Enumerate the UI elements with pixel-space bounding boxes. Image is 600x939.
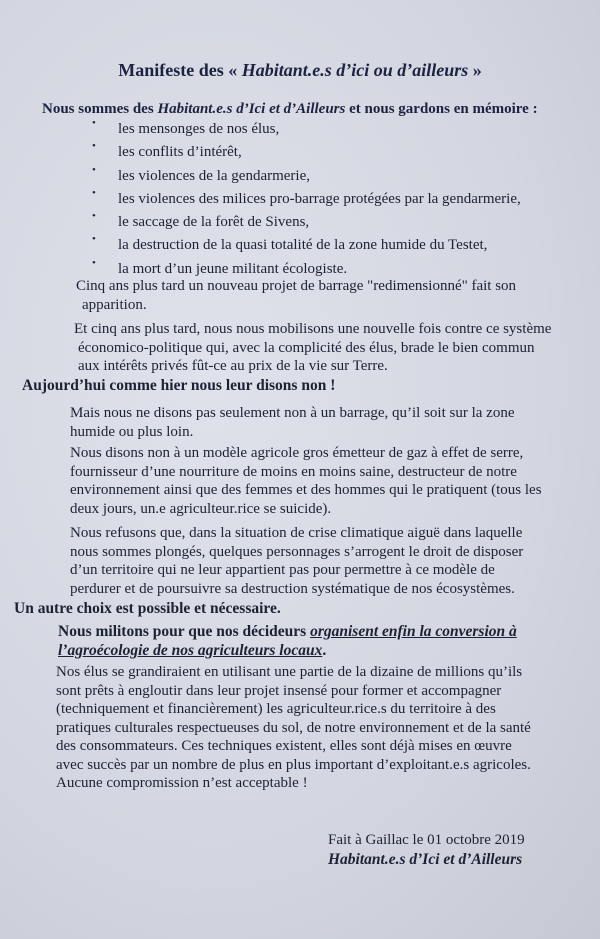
bullet-icon: • xyxy=(92,210,96,223)
bullet-icon: • xyxy=(92,233,96,246)
paragraph-cinq-ans: Cinq ans plus tard un nouveau projet de barrage "redimensionné" fait son apparition. xyxy=(76,278,517,313)
paragraph-agroecologie: Nos élus se grandiraient en utilisant une partie de la dizaine de millions qu’ils sont prêts à engloutir dans leur projet insensé pour former et accompagner (techniquement et financièrement) les agriculteur.rice.s du territoire à des pratiques culturales respectueuses du sol, de notre environnement et de la santé des consommateurs. Ces techniques existent, elles sont déjà mises en œuvre avec succès par un nombre de plus en plus important d’exploitant.e.s agricoles. Aucune compromission n’est acceptable ! xyxy=(56,664,531,791)
heading-autre-choix: Un autre choix est possible et nécessaire. xyxy=(14,600,281,617)
bullet-icon: • xyxy=(92,140,96,153)
signature-place-date: Fait à Gaillac le 01 octobre 2019 xyxy=(328,832,525,848)
paragraph-crise-climatique: Nous refusons que, dans la situation de crise climatique aiguë dans laquelle nous sommes plongés, quelques personnages s’arrogent le droit de disposer d’un territoire qui ne leur appartient pas pour permettre à ce modèle de perdurer et de poursuivre sa destruction systématique de nos écosystèmes. xyxy=(70,525,524,597)
document-title: Manifeste des « Habitant.e.s d’ici ou d’ailleurs » xyxy=(118,60,482,80)
intro-line: Nous sommes des Habitant.e.s d’Ici et d’Ailleurs et nous gardons en mémoire : xyxy=(42,101,538,117)
highlight-demand: Nous militons pour que nos décideurs organisent enfin la conversion à l’agroécologie de nos agriculteurs locaux. xyxy=(58,623,517,659)
paragraph-mobilisation: Et cinq ans plus tard, nous nous mobilisons une nouvelle fois contre ce système économico-politique qui, avec la complicité des élus, brade le bien commun aux intérêts privés fût-ce au prix de la vie sur Terre. xyxy=(74,321,552,374)
paragraph-barrage: Mais nous ne disons pas seulement non à un barrage, qu’il soit sur la zone humide ou plus loin. xyxy=(70,405,515,440)
bullet-icon: • xyxy=(92,117,96,129)
bullet-icon: • xyxy=(92,186,96,199)
bullet-icon: • xyxy=(92,256,96,269)
paragraph-modele-agricole: Nous disons non à un modèle agricole gros émetteur de gaz à effet de serre, fournisseur d’une nourriture de moins en moins saine, destructeur de notre environnement ainsi que des femmes et des hommes qui le pratiquent (tous les deux jours, un.e agriculteur.rice se suicide). xyxy=(70,445,542,517)
signature-name: Habitant.e.s d’Ici et d’Ailleurs xyxy=(328,851,523,868)
bullet-icon: • xyxy=(92,163,96,176)
heading-non: Aujourd’hui comme hier nous leur disons non ! xyxy=(22,377,336,394)
